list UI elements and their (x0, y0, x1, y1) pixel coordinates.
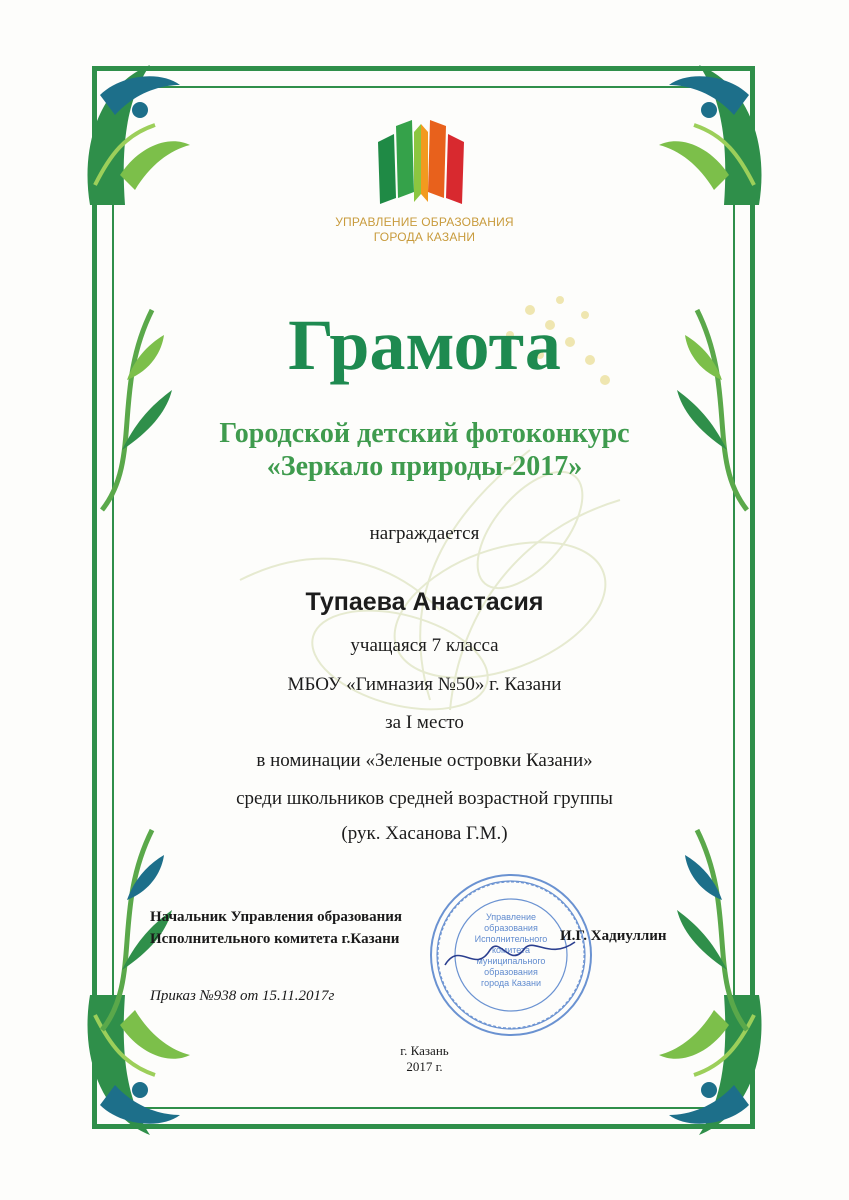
order-reference: Приказ №938 от 15.11.2017г (150, 988, 335, 1004)
award-place: за I место (385, 712, 464, 733)
contest-name (140, 417, 709, 483)
supervisor-text: (рук. Хасанова Г.М.) (341, 823, 508, 844)
corner-ornament-top-left (80, 55, 200, 215)
contest-line-2: «Зеркало природы-2017» (266, 451, 583, 482)
stamp-line-1: Управление (485, 912, 537, 922)
organization-name (250, 215, 599, 245)
stamp-line-4: комитета (491, 945, 531, 955)
age-group-text: среди школьников средней возрастной группы (236, 788, 613, 809)
nomination-text: в номинации «Зеленые островки Казани» (256, 750, 593, 771)
stamp-line-3: Исполнительного (474, 934, 548, 944)
recipient-name: Тупаева Анастасия (305, 588, 544, 616)
organization-line-2: ГОРОДА КАЗАНИ (373, 230, 476, 244)
awarded-text: награждается (369, 523, 480, 544)
stamp-line-7: города Казани (481, 978, 541, 988)
issue-city: г. Казань (400, 1043, 449, 1058)
education-department-logo (374, 112, 468, 208)
organization-line-1: УПРАВЛЕНИЕ ОБРАЗОВАНИЯ (335, 215, 514, 229)
contest-line-1: Городской детский фотоконкурс (219, 418, 630, 449)
stamp-line-5: муниципального (476, 956, 546, 966)
signatory-position-line-2: Исполнительного комитета г.Казани (150, 931, 400, 947)
certificate-title: Грамота (288, 305, 561, 385)
corner-ornament-top-right (649, 55, 769, 215)
issue-place (350, 1043, 499, 1075)
stamp-line-2: образования (484, 923, 538, 933)
school-name: МБОУ «Гимназия №50» г. Казани (287, 674, 562, 695)
signatory-position (150, 906, 480, 950)
stamp-line-6: образования (484, 967, 538, 977)
signatory-name: И.Г. Хадиуллин (560, 928, 667, 944)
student-grade: учащаяся 7 класса (350, 635, 499, 656)
signatory-position-line-1: Начальник Управления образования (150, 909, 402, 925)
issue-year: 2017 г. (406, 1059, 443, 1074)
